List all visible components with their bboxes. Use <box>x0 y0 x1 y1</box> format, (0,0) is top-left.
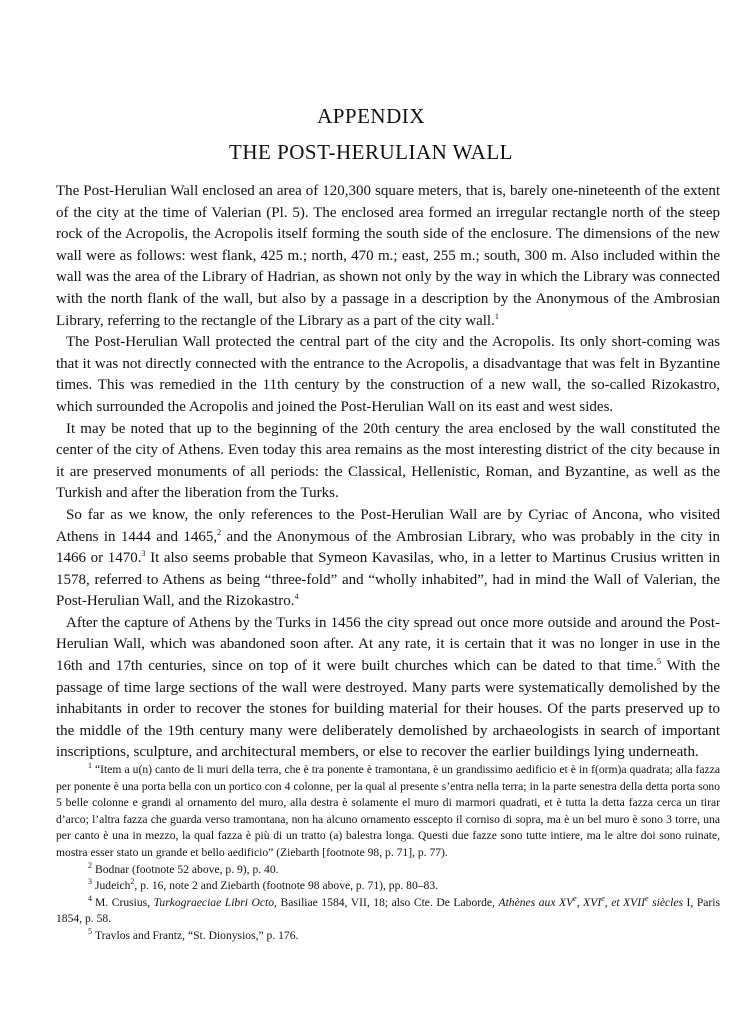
footnote: $^3$ Judeich$^2$, p. 16, note 2 and Ziebarth (footnote 98 above, p. 71), pp. 80–83. <box>88 877 439 893</box>
footnote-ref: 5 <box>657 657 662 667</box>
footnote-number: 3 <box>88 877 92 887</box>
paragraph: The Post-Herulian Wall protected the central part of the city and the Acropolis. Its only short-coming was that it was not directly connected with the entrance to the Acropolis, a disadvantage that was felt in Byzantine times. This was remedied in the 11th century by the construction of a new wall, the so-called Rizokastro, which surrounded the Acropolis and joined the Post-Herulian Wall on its east and west sides. <box>56 334 720 415</box>
body-text <box>56 181 720 764</box>
footnote-ref: 2 <box>217 527 222 537</box>
footnote: $^2$ Bodnar (footnote 52 above, p. 9), p. 40. <box>88 860 279 876</box>
footnote-ref: 4 <box>294 592 299 602</box>
footnote: $^1$ “Item a u(n) canto de li muri della terra, che è tra ponente è tramontana, è un grandissimo aedificio et è in f(orm)a quadrata; alla fazza per ponente è una porta bella con un portico con 4 colonne, per la qual al presente s’entra nella terra; in la parte senestra della detta porta sono 5 belle colonne e grandi al ornamento del muro, alla destra è solamente el muro di marmori quadrati, et è tutta la detta fazza cerca un tirar d’arco; l’altra fazza che guarda verso tramontana, non ha alcuno ornamento esscepto il corniso di sopra, ma è un bel muro è sono 3 torre, una per canto è una in mezzo, la qual fazza è più di un tratto (a) balestra longa. Questi due fazze sono tutte intiere, ma le altre doi sono ruinate, mostra esser stato un grande et bello aedificio” (Ziebarth [footnote 98, p. 71], p. 77). <box>56 761 720 859</box>
footnote: $^4$ M. Crusius, Turkograeciae Libri Octo, Basiliae 1584, VII, 18; also Cte. De Laborde, Athènes aux XVe, XVIe, et XVIIe siècles I, Paris 1854, p. 58. <box>56 893 721 926</box>
footnote-number: 1 <box>88 761 92 771</box>
footnote-number: 4 <box>88 893 92 903</box>
footnotes <box>56 762 720 945</box>
paragraph: It may be noted that up to the beginning of the 20th century the area enclosed by the wall constituted the center of the city of Athens. Even today this area remains as the most interesting district of the city because in it are preserved monuments of all periods: the Classical, Hellenistic, Roman, and Byzantine, as well as the Turkish and after the liberation from the Turks. <box>56 420 720 502</box>
footnote-ref: 3 <box>141 549 146 559</box>
paragraph: The Post-Herulian Wall enclosed an area of 120,300 square meters, that is, barely one-nineteenth of the extent of the city at the time of Valerian (Pl. 5). The enclosed area formed an irregular rectangle north of the steep rock of the Acropolis, the Acropolis itself forming the south side of the enclosure. The dimensions of the new wall were as follows: west flank, 425 m.; north, 470 m.; east, 255 m.; south, 300 m. Also included within the wall was the area of the Library of Hadrian, as shown not only by the way in which the Library was connected with the north flank of the wall, but also by a passage in a description by the Anonymous of the Ambrosian Library, referring to the rectangle of the Library as a part of the city wall.$^1$ <box>56 183 720 329</box>
footnote-number: 5 <box>88 927 92 937</box>
footnote-number: 2 <box>88 860 92 870</box>
chapter-title: THE POST-HERULIAN WALL <box>229 140 513 164</box>
paragraph: So far as we know, the only references to the Post-Herulian Wall are by Cyriac of Ancona, who visited Athens in 1444 and 1465,$^2$ and the Anonymous of the Ambrosian Library, who was probably in the city in 1466 or 1470.$^3$ It also seems probable that Symeon Kavasilas, who, in a letter to Martinus Crusius written in 1578, referred to Athens as being “three-fold” and “wholly inhabited”, had in mind the Wall of Valerian, the Post-Herulian Wall, and the Rizokastro.$^4$ <box>56 506 720 610</box>
footnote: $^5$ Travlos and Frantz, “St. Dionysios,” p. 176. <box>88 927 299 942</box>
appendix-heading: APPENDIX <box>317 104 425 128</box>
footnote-ref: 1 <box>494 311 499 321</box>
paragraph: After the capture of Athens by the Turks in 1456 the city spread out once more outside and around the Post-Herulian Wall, which was abandoned soon after. At any rate, it is certain that it was no longer in use in the 16th and 17th centuries, since on top of it were built churches which can be dated to that time.$^5$ With the passage of time large sections of the wall were destroyed. Many parts were systematically demolished by the inhabitants in order to recover the stones for building material for their houses. Of the parts preserved up to the middle of the 19th century many were deliberately demolished by archaeologists in search of important inscriptions, sculpture, and architectural members, or else to recover the earlier buildings lying underneath. <box>56 614 720 761</box>
